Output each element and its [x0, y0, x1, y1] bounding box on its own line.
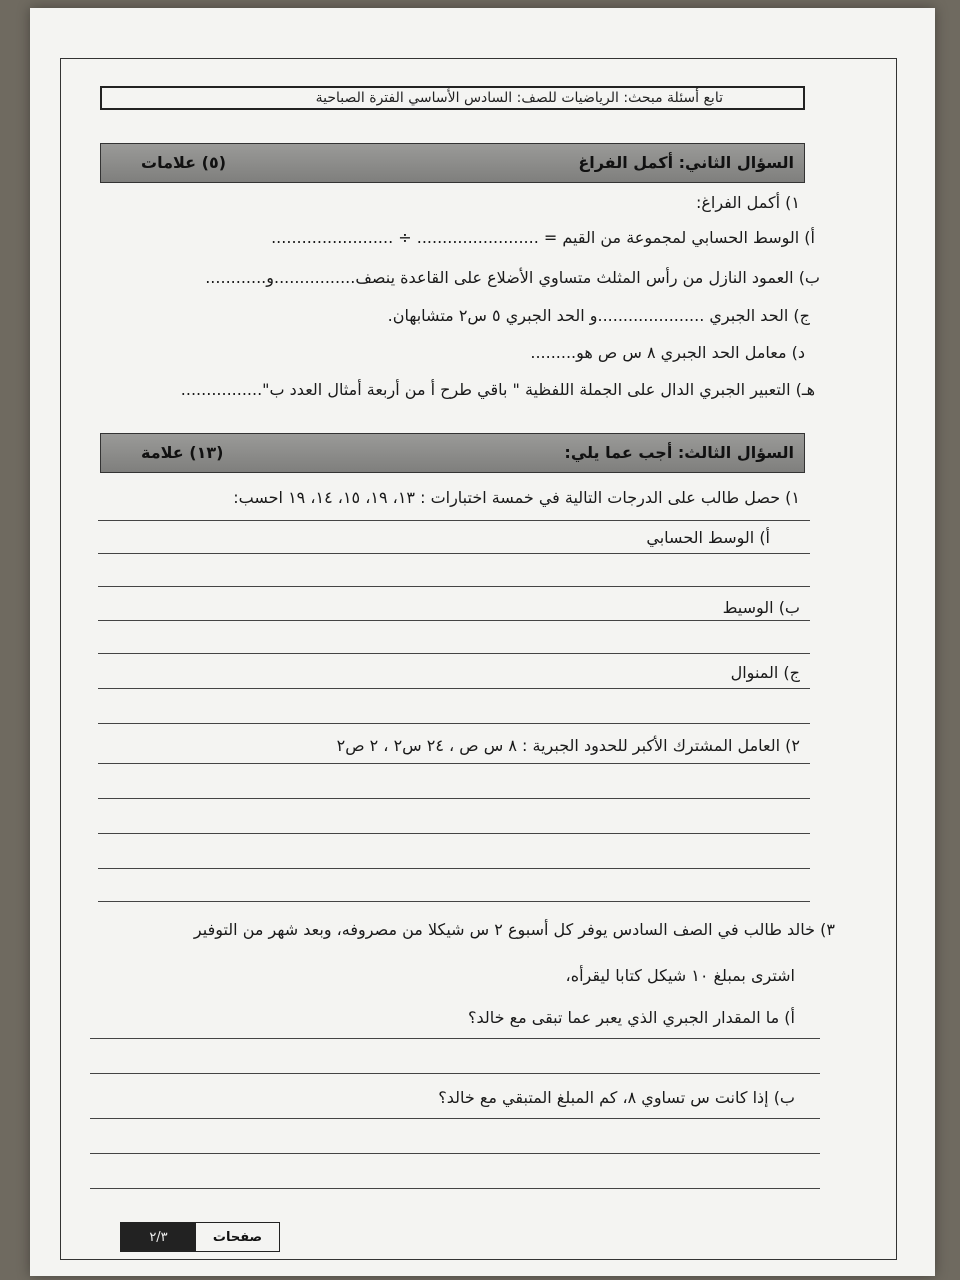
- answer-line: [90, 1153, 820, 1154]
- s2-q1-intro: ١) أكمل الفراغ:: [695, 193, 800, 212]
- s3-q1a: أ) الوسط الحسابي: [646, 528, 770, 547]
- answer-line: [98, 833, 810, 834]
- s3-q2: ٢) العامل المشترك الأكبر للحدود الجبرية : ٨ س ص ، ٢٤ س٢ ، ٢ ص٢: [336, 736, 800, 755]
- answer-line: [98, 620, 810, 621]
- pages-label: صفحات: [212, 1229, 263, 1245]
- answer-line: [90, 1038, 820, 1039]
- answer-line: [90, 1188, 820, 1189]
- answer-line: [98, 586, 810, 587]
- header-title: تابع أسئلة مبحث: الرياضيات للصف: السادس الأساسي الفترة الصباحية: [315, 90, 723, 106]
- s2-item-b: ب) العمود النازل من رأس المثلث متساوي الأضلاع على القاعدة ينصف................و............: [205, 268, 820, 287]
- s3-q3b: ب) إذا كانت س تساوي ٨، كم المبلغ المتبقي مع خالد؟: [438, 1088, 795, 1107]
- answer-line: [90, 1118, 820, 1119]
- answer-line: [98, 763, 810, 764]
- answer-line: [98, 520, 810, 521]
- s3-q3-line1: ٣) خالد طالب في الصف السادس يوفر كل أسبوع ٢ س شيكلا من مصروفه، وبعد شهر من التوفير: [193, 920, 835, 939]
- s2-item-d: د) معامل الحد الجبري ٨ س ص هو.........: [530, 343, 805, 362]
- s3-q3-line2: اشترى بمبلغ ١٠ شيكل كتابا ليقرأه،: [565, 966, 795, 985]
- header-box: [100, 86, 805, 110]
- s3-q1b: ب) الوسيط: [722, 598, 800, 617]
- answer-line: [98, 723, 810, 724]
- page-footer: [120, 1222, 280, 1252]
- section3-bar: [100, 433, 805, 473]
- s3-q1c: ج) المنوال: [730, 663, 800, 682]
- answer-line: [98, 653, 810, 654]
- s2-item-c: ج) الحد الجبري .....................و الحد الجبري ٥ س٢ متشابهان.: [387, 306, 810, 325]
- page-number: ٢/٣: [121, 1223, 196, 1251]
- answer-line: [98, 553, 810, 554]
- s2-item-a: أ) الوسط الحسابي لمجموعة من القيم = ........................ ÷ ........................: [271, 228, 815, 247]
- answer-line: [90, 1073, 820, 1074]
- answer-line: [98, 868, 810, 869]
- s3-q1: ١) حصل طالب على الدرجات التالية في خمسة اختبارات : ١٣، ١٩، ١٥، ١٤، ١٩ احسب:: [233, 488, 800, 507]
- section3-title: السؤال الثالث: أجب عما يلي:: [564, 443, 794, 462]
- section2-title: السؤال الثاني: أكمل الفراغ: [578, 153, 794, 172]
- exam-paper: [30, 8, 935, 1276]
- answer-line: [98, 688, 810, 689]
- s3-q3a: أ) ما المقدار الجبري الذي يعبر عما تبقى مع خالد؟: [467, 1008, 795, 1027]
- answer-line: [98, 901, 810, 902]
- answer-line: [98, 798, 810, 799]
- section3-marks: (١٣) علامة: [141, 443, 224, 462]
- section2-marks: (٥) علامات: [141, 153, 227, 172]
- section2-bar: [100, 143, 805, 183]
- s2-item-e: هـ) التعبير الجبري الدال على الجملة اللفظية " باقي طرح أ من أربعة أمثال العدد ب"................: [180, 380, 815, 399]
